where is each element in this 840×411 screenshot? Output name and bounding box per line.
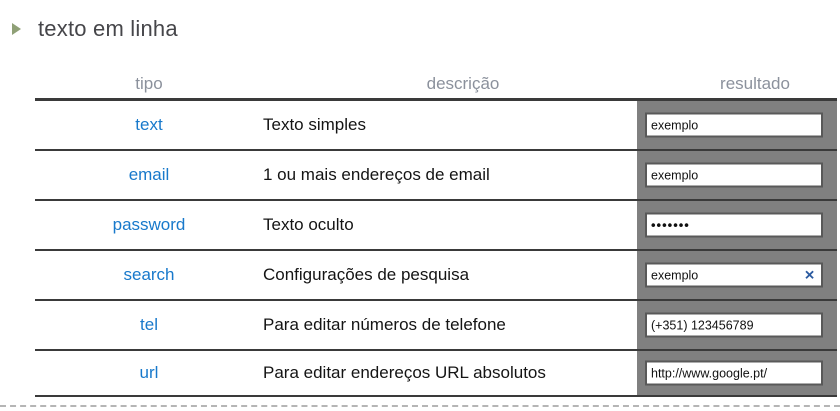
password-dots: •••••••: [651, 217, 690, 233]
text-input[interactable]: [645, 113, 823, 138]
input-type-label: text: [135, 115, 163, 134]
column-header-descricao: descrição: [426, 74, 500, 93]
input-description: Configurações de pesquisa: [263, 265, 470, 284]
url-input[interactable]: [645, 361, 823, 386]
input-description: 1 ou mais endereços de email: [263, 165, 490, 184]
input-value: (+351) 123456789: [651, 318, 754, 332]
input-type-label: url: [139, 363, 159, 382]
input-description: Para editar endereços URL absolutos: [263, 363, 546, 382]
input-description: Texto simples: [263, 115, 366, 134]
search-clear-icon[interactable]: ✕: [804, 267, 815, 282]
table-row: [35, 251, 837, 301]
table-row: [35, 151, 837, 201]
input-type-label: search: [123, 265, 175, 284]
column-header-tipo: tipo: [135, 74, 163, 93]
input-description: Texto oculto: [263, 215, 354, 234]
input-value: exemplo: [651, 118, 699, 132]
input-type-label: email: [128, 165, 170, 184]
bottom-dashed-divider: [0, 405, 840, 407]
input-type-label: password: [112, 215, 186, 234]
input-type-label: tel: [140, 315, 158, 334]
bullet-triangle-icon: [12, 23, 21, 35]
search-input[interactable]: [645, 263, 823, 288]
tel-input[interactable]: [645, 313, 823, 338]
input-description: Para editar números de telefone: [263, 315, 506, 334]
email-input[interactable]: [645, 163, 823, 188]
table-row: [35, 351, 837, 397]
input-value: exemplo: [651, 168, 699, 182]
table-row: [35, 101, 837, 151]
input-value: exemplo: [651, 268, 699, 282]
password-input[interactable]: [645, 213, 823, 238]
page-title: texto em linha: [38, 16, 178, 41]
table-row: [35, 301, 837, 351]
input-value: http://www.google.pt/: [651, 366, 768, 380]
table-row: [35, 201, 837, 251]
column-header-resultado: resultado: [720, 74, 790, 93]
title-row: [12, 16, 178, 42]
